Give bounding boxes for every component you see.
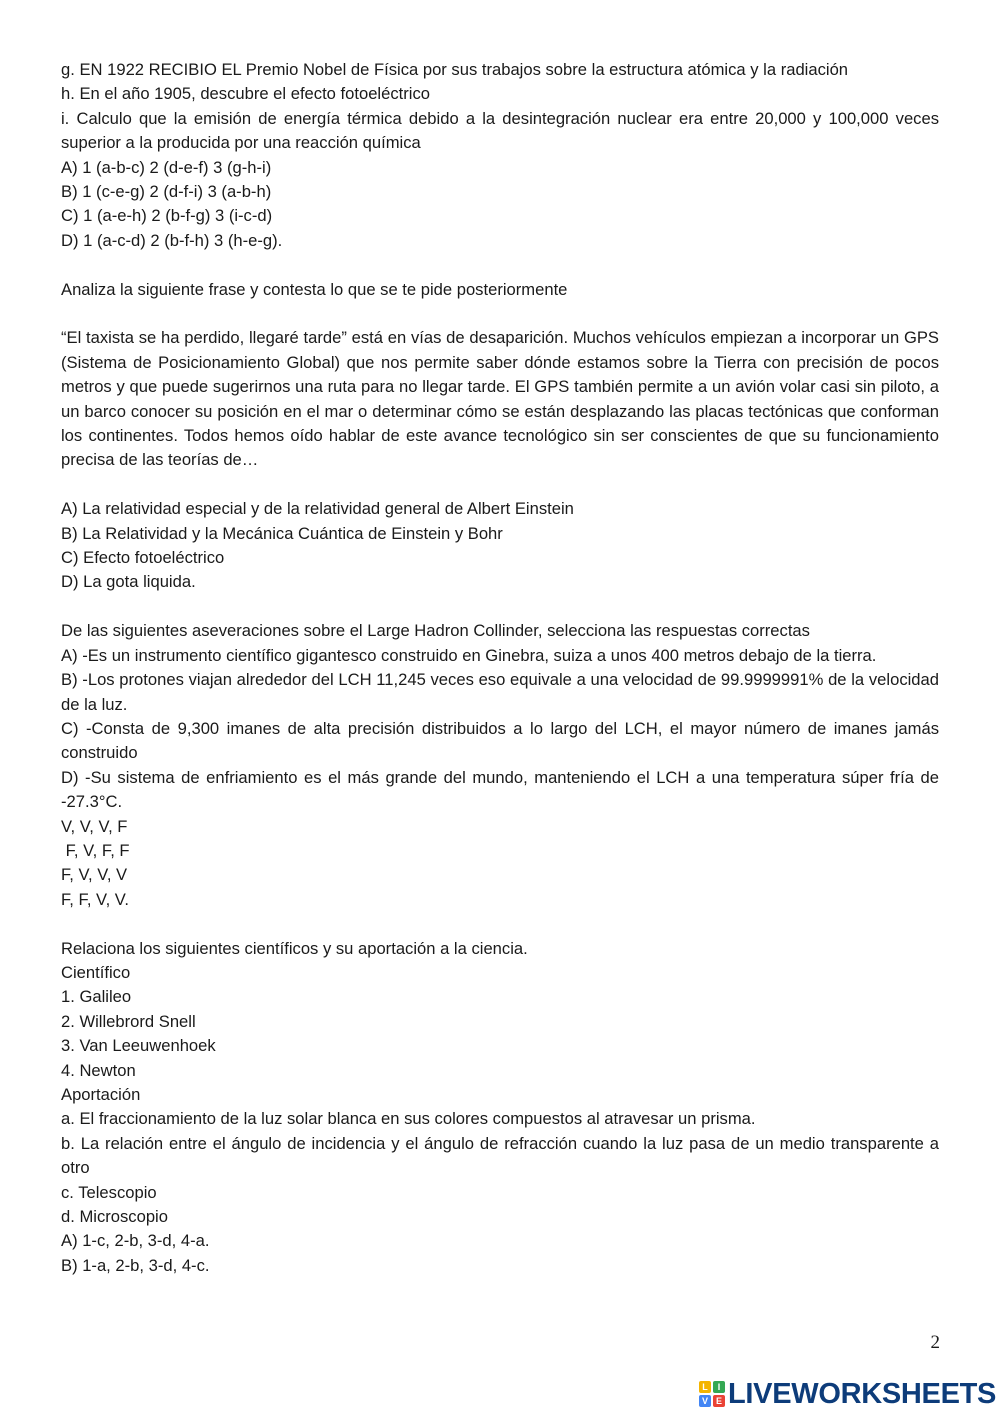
statement-h: h. En el año 1905, descubre el efecto fotoeléctrico: [61, 84, 430, 104]
logo-letter: L: [699, 1381, 711, 1393]
liveworksheets-logo-icon: [699, 1381, 725, 1407]
logo-letter: I: [713, 1381, 725, 1393]
gps-question: [61, 278, 939, 595]
option-b: B) La Relatividad y la Mecánica Cuántica de Einstein y Bohr: [61, 523, 503, 543]
statement-g: g. EN 1922 RECIBIO EL Premio Nobel de Física por sus trabajos sobre la estructura atómica y la radiación: [61, 60, 849, 79]
question-passage: “El taxista se ha perdido, llegaré tarde” está en vías de desaparición. Muchos vehículos empiezan a incorporar un GPS (Sistema de Posicionamiento Global) que nos permite saber dónde estamos sobre la Tierra con precisión de pocos metros y que puede sugerirnos una ruta para no llegar tarde. El GPS también permite a un avión volar casi sin piloto, a un barco conocer su posición en el mar o determinar cómo se están desplazando las placas tectónicas que conforman los continentes. Todos hemos oído hablar de este avance tecnológico sin ser conscientes de que su funcionamiento precisa de las teorías de…: [61, 328, 939, 470]
scientist-item: 3. Van Leeuwenhoek: [61, 1036, 216, 1056]
spacer: [61, 912, 939, 936]
option-d: D) 1 (a-c-d) 2 (b-f-h) 3 (h-e-g).: [61, 230, 283, 250]
scientist-item: 2. Willebrord Snell: [61, 1011, 196, 1031]
option-a: A) La relatividad especial y de la relatividad general de Albert Einstein: [61, 499, 574, 519]
answer-option: V, V, V, F: [61, 816, 128, 836]
question-prompt: Relaciona los siguientes científicos y su aportación a la ciencia.: [61, 938, 528, 958]
contributions-header: Aportación: [61, 1084, 141, 1104]
contribution-item: c. Telescopio: [61, 1182, 157, 1202]
contribution-item: a. El fraccionamiento de la luz solar blanca en sus colores compuestos al atravesar un prisma.: [61, 1109, 756, 1129]
previous-question-tail: [61, 58, 939, 253]
scientists-question: [61, 937, 939, 1279]
contribution-item: b. La relación entre el ángulo de incidencia y el ángulo de refracción cuando la luz pasa de un medio transparente a otro: [61, 1133, 939, 1178]
answer-option: F, V, V, V: [61, 865, 128, 885]
contribution-item: d. Microscopio: [61, 1207, 168, 1227]
page-number: 2: [930, 1332, 940, 1353]
liveworksheets-watermark: [699, 1378, 996, 1410]
statement-d: D) -Su sistema de enfriamiento es el más grande del mundo, manteniendo el LCH a una temperatura súper fría de -27.3°C.: [61, 767, 939, 812]
logo-letter: V: [699, 1395, 711, 1407]
option-c: C) Efecto fotoeléctrico: [61, 548, 225, 568]
scientist-item: 1. Galileo: [61, 987, 132, 1007]
option-a: A) 1 (a-b-c) 2 (d-e-f) 3 (g-h-i): [61, 157, 272, 177]
scientists-header: Científico: [61, 962, 131, 982]
scientist-item: 4. Newton: [61, 1060, 136, 1080]
option-d: D) La gota liquida.: [61, 572, 196, 592]
question-prompt: De las siguientes aseveraciones sobre el Large Hadron Collinder, selecciona las respuestas correctas: [61, 621, 810, 641]
spacer: [61, 473, 939, 497]
option-c: C) 1 (a-e-h) 2 (b-f-g) 3 (i-c-d): [61, 206, 273, 226]
statement-a: A) -Es un instrumento científico gigantesco construido en Ginebra, suiza a unos 400 metros debajo de la tierra.: [61, 645, 877, 665]
spacer: [61, 302, 939, 326]
option-b: B) 1-a, 2-b, 3-d, 4-c.: [61, 1255, 210, 1275]
question-instruction: Analiza la siguiente frase y contesta lo que se te pide posteriormente: [61, 279, 568, 299]
option-a: A) 1-c, 2-b, 3-d, 4-a.: [61, 1231, 210, 1251]
statement-b: B) -Los protones viajan alrededor del LCH 11,245 veces eso equivale a una velocidad de 99.9999991% de la velocidad de la luz.: [61, 670, 939, 714]
spacer: [61, 595, 939, 619]
document-page: [61, 58, 939, 1278]
watermark-text: LIVEWORKSHEETS: [728, 1377, 997, 1410]
lhc-question: [61, 619, 939, 912]
option-b: B) 1 (c-e-g) 2 (d-f-i) 3 (a-b-h): [61, 182, 272, 202]
spacer: [61, 253, 939, 277]
answer-option: F, V, F, F: [61, 840, 130, 860]
statement-c: C) -Consta de 9,300 imanes de alta precisión distribuidos a lo largo del LCH, el mayor número de imanes jamás construido: [61, 718, 939, 763]
answer-option: F, F, V, V.: [61, 889, 129, 909]
statement-i: i. Calculo que la emisión de energía térmica debido a la desintegración nuclear era entre 20,000 y 100,000 veces superior a la producida por una reacción química: [61, 108, 939, 153]
logo-letter: E: [713, 1395, 725, 1407]
